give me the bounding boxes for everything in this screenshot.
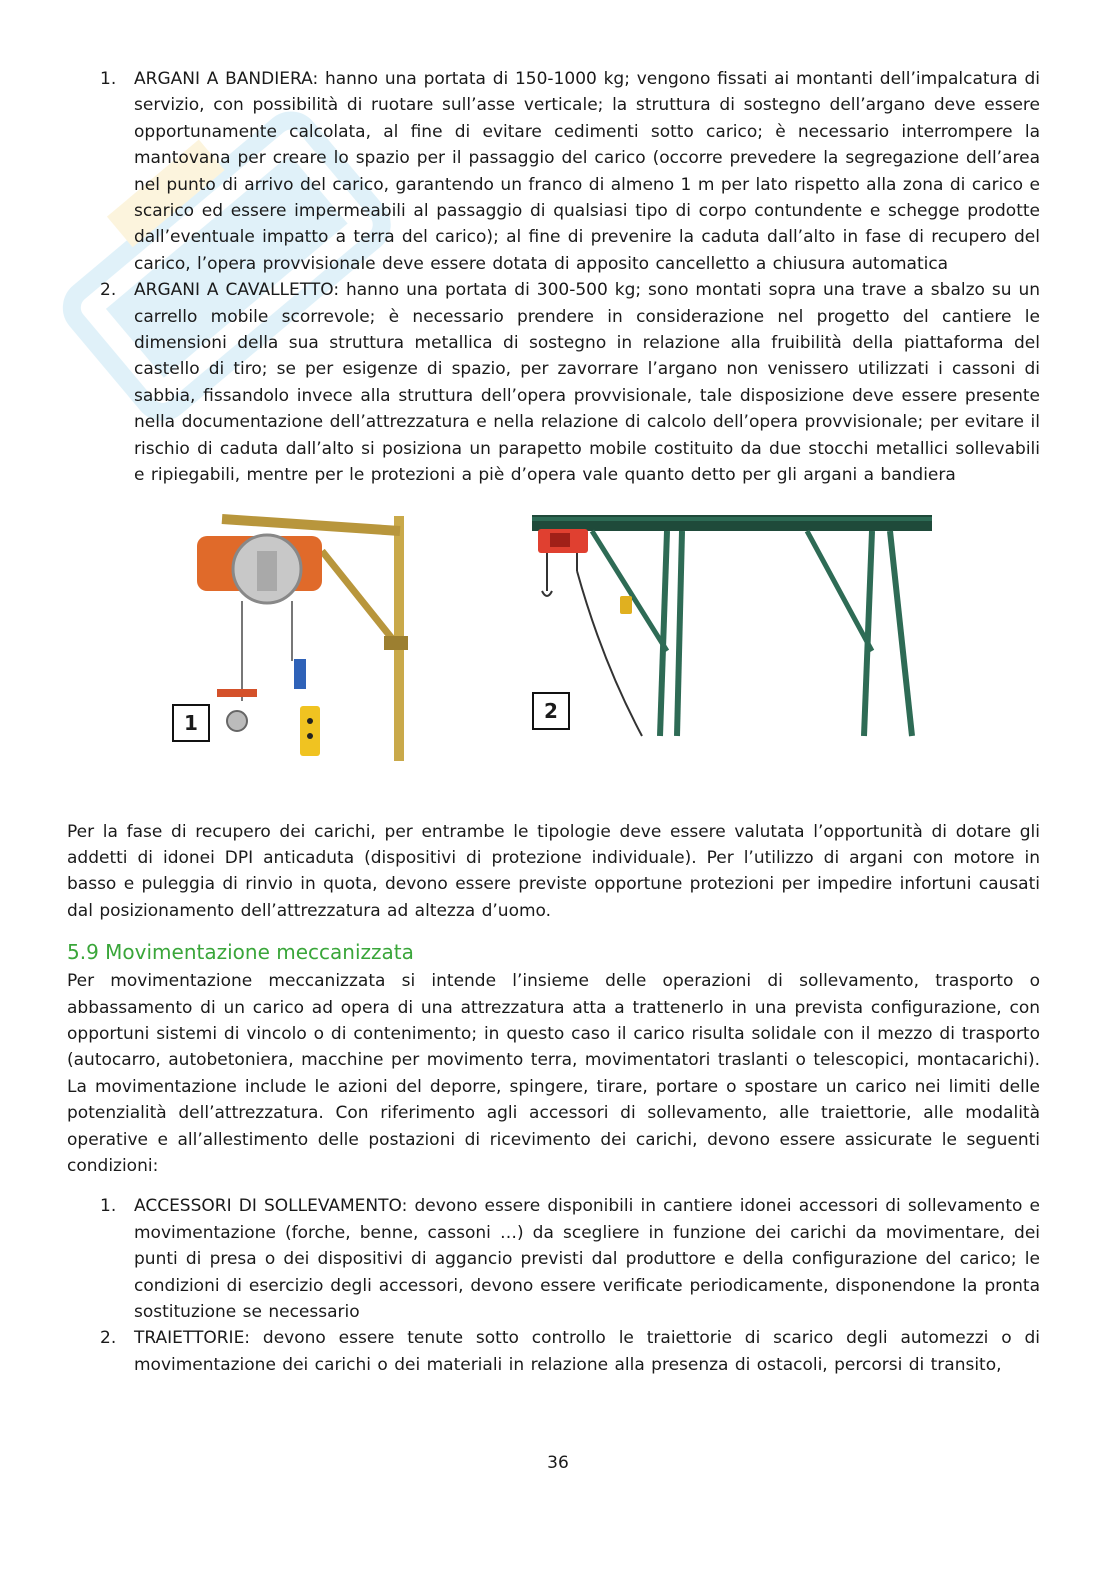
- list-item: [67, 66, 1040, 277]
- page-content: [67, 66, 1040, 1378]
- list-item: [67, 277, 1040, 488]
- page-number: 36: [547, 1453, 569, 1473]
- list-number: 1.: [100, 69, 117, 89]
- list-item-text: ARGANI A CAVALLETTO: hanno una portata di 300-500 kg; sono montati sopra una trave a sbalzo su un carrello mobile scorrevole; è necessario prendere in considerazione nel progetto del cantiere le dimensioni della sua struttura metallica di sostegno in relazione alla fruibilità della piattaforma del castello di tiro; se per esigenze di spazio, per zavorrare l’argano non venissero utilizzati i cassoni di sabbia, fissandolo invece alla struttura dell’opera provvisionale, tale disposizione deve essere presente nella documentazione dell’attrezzatura e nella relazione di calcolo dell’opera provvisionale; per evitare il rischio di caduta dall’alto si posiziona un parapetto mobile costituito da due stocchi metallici sollevabili e ripiegabili, mentre per le protezioni a piè d’opera vale quanto detto per gli argani a bandiera: [134, 280, 1040, 486]
- list-item: [67, 1193, 1040, 1325]
- list-item-text: ACCESSORI DI SOLLEVAMENTO: devono essere disponibili in cantiere idonei accessori di sollevamento e movimentazione (forche, benne, cassoni …) da scegliere in funzione dei carichi da movimentare, dei punti di presa o dei dispositivi di aggancio previsti dal produttore e della configurazione del carico; le condizioni di esercizio degli accessori, devono essere verificate periodicamente, disponendone la pronta sostituzione se necessario: [134, 1196, 1040, 1322]
- list-number: 1.: [100, 1196, 117, 1217]
- section-heading: 5.9 Movimentazione meccanizzata: [67, 940, 414, 965]
- list-item-text: ARGANI A BANDIERA: hanno una portata di 150-1000 kg; vengono fissati ai montanti dell’impalcatura di servizio, con possibilità di ruotare sull’asse verticale; la struttura di sostegno dell’argano deve essere opportunamente calcolata, al fine di evitare cedimenti sotto carico; è necessario interrompere la mantovana per creare lo spazio per il passaggio del carico (occorre prevedere la segregazione dell’area nel punto di arrivo del carico, garantendo un franco di almeno 1 m per lato rispetto alla zona di carico e scarico ed essere impermeabili al passaggio di qualsiasi tipo di corpo contundente e schegge prodotte dall’eventuale impatto a terra del carico); al fine di prevenire la caduta dall’alto in fase di recupero del carico, l’opera provvisionale deve essere dotata di apposito cancelletto a chiusura automatica: [134, 69, 1040, 274]
- list-number: 2.: [100, 280, 117, 301]
- conditions-list: [67, 1193, 1040, 1378]
- figure-label-1: 1: [172, 704, 210, 742]
- list-item: [67, 1325, 1040, 1378]
- winch-types-list: [67, 66, 1040, 489]
- figures-area: [67, 489, 1040, 819]
- body-paragraph: Per la fase di recupero dei carichi, per entrambe le tipologie deve essere valutata l’opportunità di dotare gli addetti di idonei DPI anticaduta (dispositivi di protezione individuale). Per l’utilizzo di argani con motore in basso e puleggia di rinvio in quota, devono essere previste opportune protezioni per impedire infortuni causati dal posizionamento dell’attrezzatura ad altezza d’uomo.: [67, 821, 1040, 921]
- list-number: 2.: [100, 1328, 117, 1349]
- trestle-winch-image: [532, 511, 932, 741]
- body-paragraph: Per movimentazione meccanizzata si intende l’insieme delle operazioni di sollevamento, trasporto o abbassamento di un carico ad opera di una attrezzatura atta a trattenerlo in una prevista configurazione, con opportuni sistemi di vincolo o di contenimento; in questo caso il carico risulta solidale con il mezzo di trasporto (autocarro, autobetoniera, macchine per movimento terra, movimentatori traslanti o telescopici, montacarichi). La movimentazione include le azioni del deporre, spingere, tirare, portare o spostare un carico nei limiti delle potenzialità dell’attrezzatura. Con riferimento agli accessori di sollevamento, alle traiettorie, alle modalità operative e all’allestimento delle postazioni di ricevimento dei carichi, devono essere assicurate le seguenti condizioni:: [67, 971, 1040, 1176]
- figure-label-2: 2: [532, 692, 570, 730]
- list-item-text: TRAIETTORIE: devono essere tenute sotto controllo le traiettorie di scarico degli automezzi o di movimentazione dei carichi o dei materiali in relazione alla presenza di ostacoli, percorsi di transito,: [134, 1328, 1040, 1375]
